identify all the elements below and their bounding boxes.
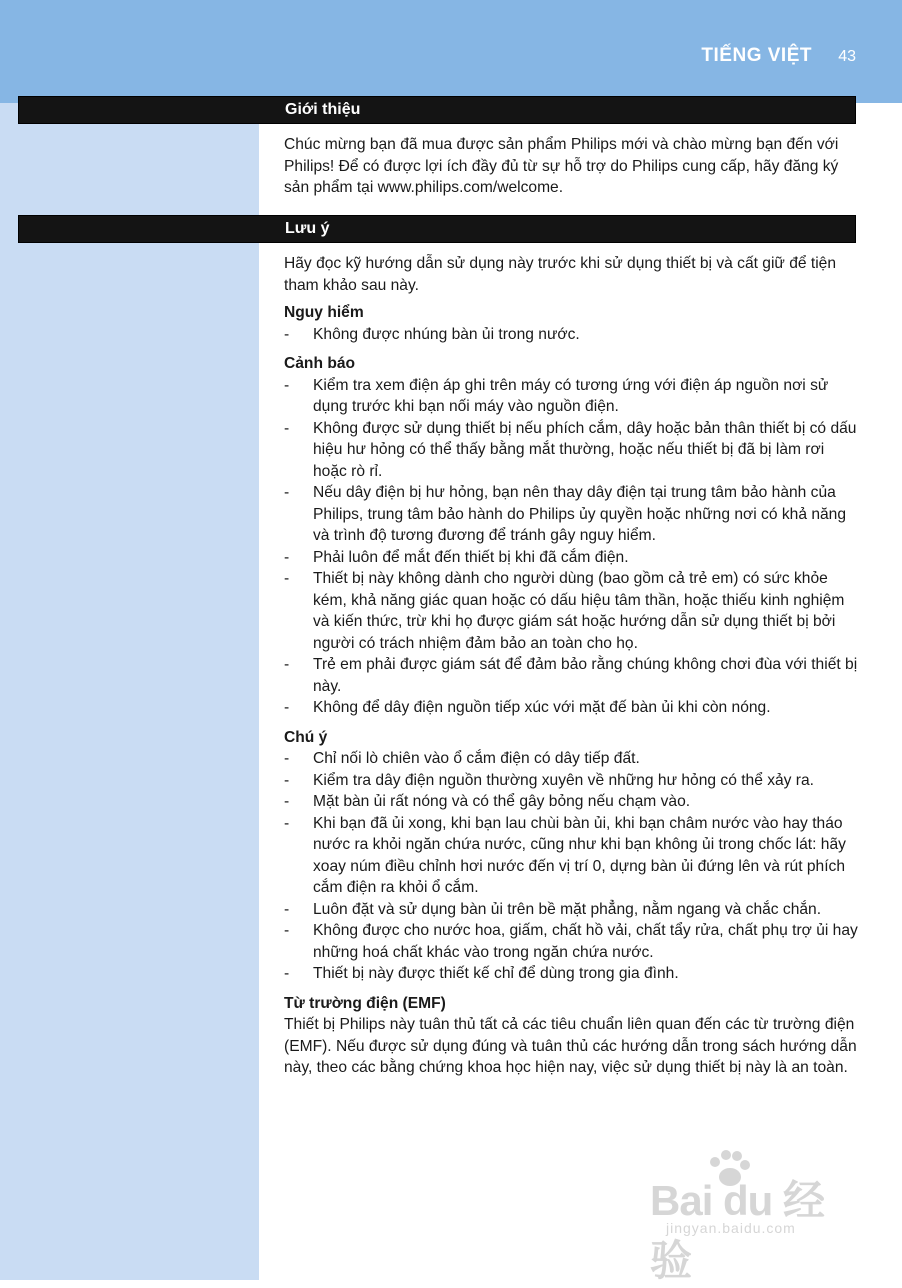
danger-list (284, 324, 859, 346)
list-item: - Thiết bị này không dành cho người dùng (bao gồm cả trẻ em) có sức khỏe kém, khả năng giác quan hoặc có dấu hiệu tâm thần, hoặc thiếu kinh nghiệm và kiến thức, trừ khi họ được giám sát hoặc hướng dẫn sử dụng thiết bị bởi người có trách nhiệm đảm bảo an toàn cho họ. (284, 568, 859, 654)
list-item: - Khi bạn đã ủi xong, khi bạn lau chùi bàn ủi, khi bạn châm nước vào hay tháo nước ra khỏi ngăn chứa nước, cũng như khi bạn không ủi trong chốc lát: hãy xoay núm điều chỉnh hơi nước đến vị trí 0, dựng bàn ủi đứng lên và rút phích cắm điện ra khỏi ổ cắm. (284, 813, 859, 899)
section-bar-notice (18, 215, 856, 243)
notice-text: Hãy đọc kỹ hướng dẫn sử dụng này trước khi sử dụng thiết bị và cất giữ để tiện tham khảo sau này. (284, 255, 837, 294)
intro-content (284, 134, 859, 205)
list-item: - Không được sử dụng thiết bị nếu phích cắm, dây hoặc bản thân thiết bị có dấu hiệu hư hỏng có thể thấy bằng mắt thường, hoặc nếu thiết bị đã bị làm rơi hoặc rò rỉ. (284, 418, 859, 483)
list-item: - Không để dây điện nguồn tiếp xúc với mặt đế bàn ủi khi còn nóng. (284, 697, 859, 719)
list-item: - Kiểm tra xem điện áp ghi trên máy có tương ứng với điện áp nguồn nơi sử dụng trước khi bạn nối máy vào nguồn điện. (284, 375, 859, 418)
section-title-intro: Giới thiệu (285, 101, 361, 118)
list-item: - Mặt bàn ủi rất nóng và có thể gây bỏng nếu chạm vào. (284, 791, 859, 813)
list-item: - Không được nhúng bàn ủi trong nước. (284, 324, 859, 346)
list-item: - Trẻ em phải được giám sát để đảm bảo rằng chúng không chơi đùa với thiết bị này. (284, 654, 859, 697)
watermark-main-text: Bai du 经验 (650, 1177, 825, 1284)
caution-heading: Chú ý (284, 728, 328, 746)
danger-heading: Nguy hiểm (284, 304, 364, 321)
list-item: - Không được cho nước hoa, giấm, chất hồ vải, chất tẩy rửa, chất phụ trợ ủi hay những hoá chất khác vào trong ngăn chứa nước. (284, 920, 859, 963)
section-title-notice: Lưu ý (285, 220, 330, 237)
list-item: - Phải luôn để mắt đến thiết bị khi đã cắm điện. (284, 547, 859, 569)
section-bar-intro (18, 96, 856, 124)
sidebar-band (0, 103, 259, 1280)
page-number: 43 (838, 48, 856, 65)
watermark-url: jingyan.baidu.com (666, 1220, 796, 1236)
warning-list (284, 375, 859, 719)
emf-text: Thiết bị Philips này tuân thủ tất cả các tiêu chuẩn liên quan đến các từ trường điện (EMF). Nếu được sử dụng đúng và tuân thủ các hướng dẫn trong sách hướng dẫn này, theo các bằng chứng khoa học hiện nay, việc sử dụng thiết bị này là an toàn. (284, 1016, 857, 1076)
warning-heading: Cảnh báo (284, 355, 356, 372)
notice-content (284, 253, 859, 1085)
intro-text: Chúc mừng bạn đã mua được sản phẩm Philips mới và chào mừng bạn đến với Philips! Để có được lợi ích đầy đủ từ sự hỗ trợ do Philips cung cấp, hãy đăng ký sản phẩm tại www.philips.com/welcome. (284, 136, 839, 196)
baidu-watermark (636, 1160, 846, 1284)
list-item: - Kiểm tra dây điện nguồn thường xuyên về những hư hỏng có thể xảy ra. (284, 770, 859, 792)
list-item: - Luôn đặt và sử dụng bàn ủi trên bề mặt phẳng, nằm ngang và chắc chắn. (284, 899, 859, 921)
list-item: - Thiết bị này được thiết kế chỉ để dùng trong gia đình. (284, 963, 859, 985)
list-item: - Nếu dây điện bị hư hỏng, bạn nên thay dây điện tại trung tâm bảo hành của Philips, trung tâm bảo hành do Philips ủy quyền hoặc những nơi có khả năng và trình độ tương đương để tránh gây nguy hiểm. (284, 482, 859, 547)
caution-list (284, 748, 859, 985)
emf-heading: Từ trường điện (EMF) (284, 994, 446, 1012)
list-item: - Chỉ nối lò chiên vào ổ cắm điện có dây tiếp đất. (284, 748, 859, 770)
language-label: TIẾNG VIỆT (701, 45, 812, 66)
